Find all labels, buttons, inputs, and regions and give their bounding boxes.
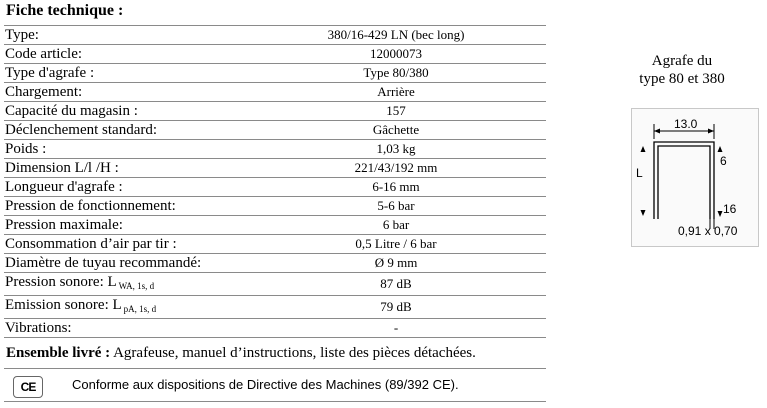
spec-label-text: Pression de fonctionnement: bbox=[5, 198, 176, 214]
spec-label-text: Vibrations: bbox=[5, 320, 72, 336]
spec-label bbox=[4, 197, 245, 216]
section-label: 0,91 x 0,70 bbox=[678, 224, 738, 238]
spec-label bbox=[4, 178, 245, 197]
spec-label bbox=[4, 319, 245, 338]
spec-label-text: Pression maximale: bbox=[5, 217, 123, 233]
spec-row bbox=[4, 83, 546, 102]
spec-row bbox=[4, 273, 546, 296]
arrow-down-icon bbox=[718, 211, 723, 217]
staple-outline bbox=[654, 142, 714, 219]
width-label: 13.0 bbox=[674, 117, 698, 131]
min-length-label: 6 bbox=[720, 154, 727, 168]
spec-label bbox=[4, 83, 245, 102]
spec-label-text: Capacité du magasin : bbox=[5, 103, 138, 119]
spec-label-text: Code article: bbox=[5, 46, 83, 62]
spec-label-text: Pression sonore: L bbox=[5, 274, 117, 290]
ce-mark-icon: CE bbox=[13, 376, 43, 398]
spec-value: 87 dB bbox=[245, 273, 546, 296]
spec-label-text: Dimension L/l /H : bbox=[5, 160, 119, 176]
spec-row bbox=[4, 254, 546, 273]
divider bbox=[4, 368, 546, 369]
spec-row bbox=[4, 178, 546, 197]
spec-row bbox=[4, 26, 546, 45]
max-length-label: 16 bbox=[723, 202, 737, 216]
spec-label bbox=[4, 121, 245, 140]
spec-label-text: Poids : bbox=[5, 141, 47, 157]
spec-label bbox=[4, 64, 245, 83]
figure-caption-line1: Agrafe du bbox=[651, 53, 713, 69]
figure-caption-line2: type 80 et 380 bbox=[639, 71, 725, 87]
spec-value: Ø 9 mm bbox=[245, 254, 546, 273]
spec-row bbox=[4, 64, 546, 83]
staple-drawing bbox=[632, 109, 758, 246]
arrow-up-icon bbox=[641, 146, 646, 152]
spec-value: 6-16 mm bbox=[245, 178, 546, 197]
spec-label-text: Longueur d'agrafe : bbox=[5, 179, 123, 195]
spec-value: Type 80/380 bbox=[245, 64, 546, 83]
spec-value: 0,5 Litre / 6 bar bbox=[245, 235, 546, 254]
spec-label bbox=[4, 296, 245, 319]
spec-label-text: Déclenchement standard: bbox=[5, 122, 158, 138]
spec-label bbox=[4, 26, 245, 45]
figure-caption bbox=[622, 52, 742, 88]
spec-row bbox=[4, 296, 546, 319]
spec-value: 1,03 kg bbox=[245, 140, 546, 159]
spec-label bbox=[4, 235, 245, 254]
arrow-right-icon bbox=[708, 129, 714, 134]
spec-value: 221/43/192 mm bbox=[245, 159, 546, 178]
arrow-down-icon bbox=[641, 210, 646, 216]
spec-label bbox=[4, 45, 245, 64]
spec-value: 12000073 bbox=[245, 45, 546, 64]
spec-label-text: Consommation d’air par tir : bbox=[5, 236, 177, 252]
spec-row bbox=[4, 140, 546, 159]
spec-label bbox=[4, 102, 245, 121]
spec-value: 157 bbox=[245, 102, 546, 121]
arrow-up-icon bbox=[718, 146, 723, 152]
staple-diagram bbox=[631, 108, 759, 247]
spec-label-subscript: pA, 1s, d bbox=[123, 304, 157, 314]
spec-row bbox=[4, 216, 546, 235]
spec-row bbox=[4, 121, 546, 140]
spec-label-text: Chargement: bbox=[5, 84, 83, 100]
spec-value: 380/16-429 LN (bec long) bbox=[245, 26, 546, 45]
spec-row bbox=[4, 45, 546, 64]
spec-value: 5-6 bar bbox=[245, 197, 546, 216]
spec-label bbox=[4, 216, 245, 235]
spec-label-subscript: WA, 1s, d bbox=[118, 281, 155, 291]
ensemble-livre bbox=[6, 345, 476, 362]
spec-label bbox=[4, 159, 245, 178]
conformity-text: Conforme aux dispositions de Directive des Machines (89/392 CE). bbox=[72, 377, 459, 392]
page-title: Fiche technique : bbox=[6, 2, 124, 19]
spec-label-text: Type d'agrafe : bbox=[5, 65, 95, 81]
spec-row bbox=[4, 235, 546, 254]
ensemble-label: Ensemble livré : bbox=[6, 345, 111, 361]
spec-row bbox=[4, 319, 546, 338]
spec-label bbox=[4, 140, 245, 159]
spec-value: - bbox=[245, 319, 546, 338]
spec-label-text: Type: bbox=[5, 27, 39, 43]
spec-label bbox=[4, 273, 245, 296]
spec-row bbox=[4, 159, 546, 178]
arrow-left-icon bbox=[654, 129, 660, 134]
spec-value: 79 dB bbox=[245, 296, 546, 319]
spec-label-text: Diamètre de tuyau recommandé: bbox=[5, 255, 202, 271]
spec-row bbox=[4, 197, 546, 216]
spec-label-text: Emission sonore: L bbox=[5, 297, 122, 313]
spec-value: 6 bar bbox=[245, 216, 546, 235]
length-label: L bbox=[636, 166, 643, 180]
spec-label bbox=[4, 254, 245, 273]
divider bbox=[4, 401, 546, 402]
ensemble-text: Agrafeuse, manuel d’instructions, liste des pièces détachées. bbox=[110, 345, 476, 361]
spec-value: Gâchette bbox=[245, 121, 546, 140]
spec-row bbox=[4, 102, 546, 121]
spec-value: Arrière bbox=[245, 83, 546, 102]
spec-table bbox=[4, 25, 546, 338]
